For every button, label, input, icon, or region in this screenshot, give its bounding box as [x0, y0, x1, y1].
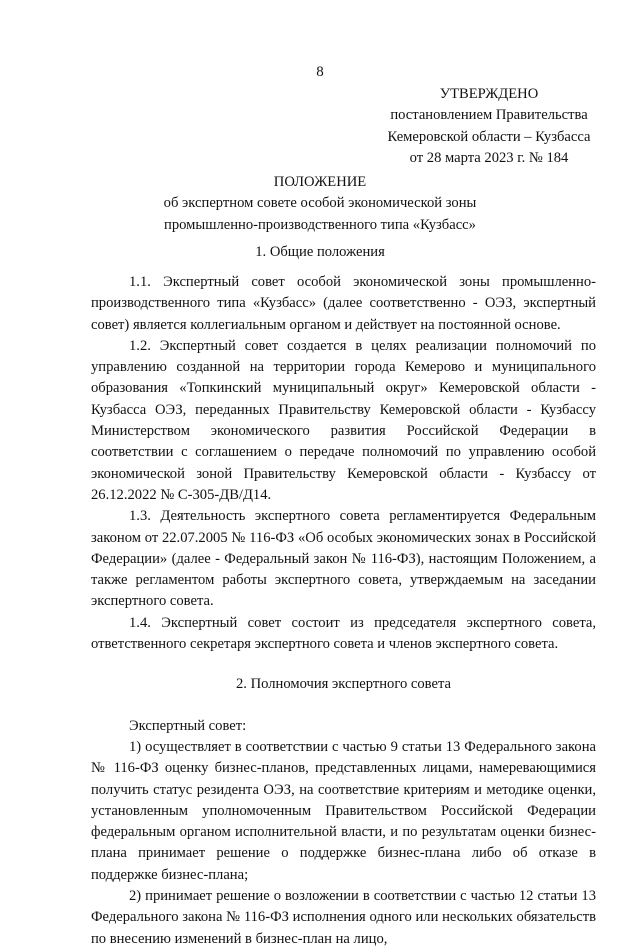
- approval-line: Кемеровской области – Кузбасса: [387, 128, 591, 145]
- approval-stamp: [378, 84, 600, 169]
- paragraph: Экспертный совет:: [129, 717, 247, 734]
- title-main: ПОЛОЖЕНИЕ: [273, 174, 367, 190]
- section-heading: 1. Общие положения: [255, 244, 385, 260]
- approval-heading: УТВЕРЖДЕНО: [439, 86, 539, 102]
- paragraph: 1.3. Деятельность экспертного совета регламентируется Федеральным законом от 22.07.2005 № 116-ФЗ «Об особых экономических зонах в Российской Федерации» (далее - Федеральный закон № 116-ФЗ), настоящим Положением, а также регламентом работы экспертного совета, утверждаемым на заседании экспертного совета.: [91, 508, 596, 610]
- paragraph: 1.4. Экспертный совет состоит из председателя экспертного совета, ответственного секретаря экспертного совета и членов экспертного совета.: [91, 614, 596, 653]
- document-title: [0, 172, 640, 236]
- paragraph: 1.1. Экспертный совет особой экономической зоны промышленно-производственного типа «Кузбасс» (далее соответственно - ОЭЗ, экспертный совет) является коллегиальным органом и действует на постоянной основе.: [91, 274, 596, 333]
- section-heading: 2. Полномочия экспертного совета: [235, 676, 451, 693]
- document-body: [91, 272, 596, 950]
- paragraph: 1.2. Экспертный совет создается в целях реализации полномочий по управлению созданной на территории города Кемерово и муниципального образования «Топкинский муниципальный округ» Кемеровской области - Кузбасса ОЭЗ, переданных Правительству Кемеровской области - Кузбассу Министерством экономического развития Российской Федерации в соответствии с соглашением о передаче полномочий по управлению особой экономической зоной Правительству Кемеровской области - Кузбассу от 26.12.2022 № С-305-ДВ/Д14.: [91, 337, 596, 503]
- list-item: 2) принимает решение о возложении в соответствии с частью 12 статьи 13 Федерального закона № 116-ФЗ исполнения одного или нескольких обязательств по внесению изменений в бизнес-план на лицо,: [91, 888, 596, 947]
- title-line: об экспертном совете особой экономической зоны: [163, 195, 477, 212]
- approval-line: от 28 марта 2023 г. № 184: [409, 149, 569, 166]
- approval-line: постановлением Правительства: [390, 107, 588, 124]
- page-number: 8: [316, 64, 324, 80]
- title-line: промышленно-производственного типа «Кузбасс»: [164, 216, 476, 233]
- list-item: 1) осуществляет в соответствии с частью 9 статьи 13 Федерального закона № 116-ФЗ оценку бизнес-планов, представленных лицами, намеревающимися получить статус резидента ОЭЗ, на соответствие критериям и методике оценки, установленным уполномоченным Правительством Российской Федерации федеральным органом исполнительной власти, и по результатам оценки бизнес-плана принимает решение о поддержке бизнес-плана либо об отказе в поддержке бизнес-плана;: [91, 738, 596, 883]
